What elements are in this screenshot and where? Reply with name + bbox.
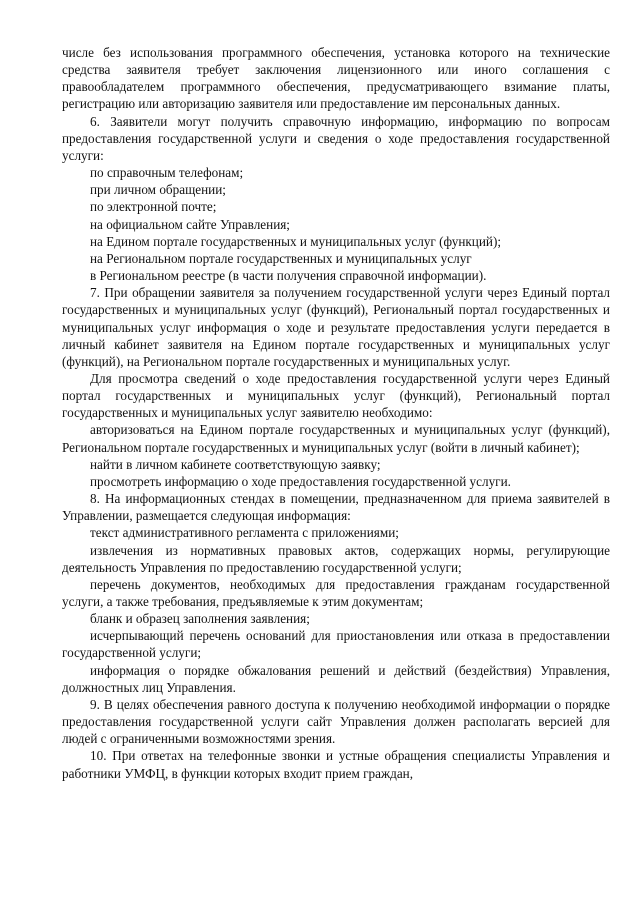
paragraph-refusal-grounds: исчерпывающий перечень оснований для приостановления или отказа в предоставлении государственной услуги; [62, 628, 610, 661]
paragraph-extracts: извлечения из нормативных правовых актов, содержащих нормы, регулирующие деятельность Управления по предоставлению государственной услуги; [62, 542, 610, 575]
paragraph-view-info: просмотреть информацию о ходе предоставления государственной услуги. [90, 473, 511, 489]
list-item-official-site: на официальном сайте Управления; [90, 216, 290, 232]
paragraph-regulation-text: текст административного регламента с приложениями; [90, 525, 399, 541]
paragraph-appeal-procedure: информация о порядке обжалования решений и действий (бездействия) Управления, должностных лиц Управления. [62, 662, 610, 695]
list-item-regional-portal: на Региональном портале государственных и муниципальных услуг [90, 250, 472, 266]
list-item-email: по электронной почте; [90, 199, 217, 215]
paragraph-item-8: 8. На информационных стендах в помещении, предназначенном для приема заявителей в Управлении, размещается следующая информация: [62, 491, 610, 524]
list-item-personal-visit: при личном обращении; [90, 182, 226, 198]
paragraph-form-sample: бланк и образец заполнения заявления; [90, 611, 310, 627]
paragraph-item-9: 9. В целях обеспечения равного доступа к получению необходимой информации о порядке предоставления государственной услуги сайт Управления должен располагать версией для людей с ограниченными возможностями зрения. [62, 696, 610, 747]
paragraph-continuation: числе без использования программного обеспечения, установка которого на технические средства заявителя требует заключения лицензионного или иного соглашения с правообладателем программного обеспечения, предусматривающего взимание платы, регистрацию или авторизацию заявителя или предоставление им персональных данных. [62, 45, 610, 112]
paragraph-item-6: 6. Заявители могут получить справочную информацию, информацию по вопросам предоставления государственной услуги и сведения о ходе предоставления государственной услуги: [62, 113, 610, 163]
paragraph-item-7: 7. При обращении заявителя за получением государственной услуги через Единый портал государственных и муниципальных услуг (функций), Региональный портал государственных и муниципальных услуг информация о ходе и результате предоставления услуги передается в личный кабинет заявителя на Едином портале государственных и муниципальных услуг (функций), на Региональном портале государственных и муниципальных услуг. [62, 285, 610, 369]
paragraph-status-view: Для просмотра сведений о ходе предоставления государственной услуги через Единый портал государственных и муниципальных услуг (функций), Региональный портал государственных и муниципальных услуг заявителю необходимо: [62, 370, 610, 421]
paragraph-documents-list: перечень документов, необходимых для предоставления гражданам государственной услуги, а также требования, предъявляемые к этим документам; [62, 576, 610, 609]
paragraph-find-request: найти в личном кабинете соответствующую заявку; [90, 456, 381, 472]
paragraph-authorize: авторизоваться на Едином портале государственных и муниципальных услуг (функций), Региональном портале государственных и муниципальных услуг (войти в личный кабинет); [62, 422, 610, 455]
document-page [62, 44, 610, 782]
list-item-regional-registry: в Региональном реестре (в части получения справочной информации). [90, 268, 487, 284]
paragraph-item-10: 10. При ответах на телефонные звонки и устные обращения специалисты Управления и работники УМФЦ, в функции которых входит прием граждан, [62, 748, 610, 781]
list-item-unified-portal: на Едином портале государственных и муниципальных услуг (функций); [90, 233, 502, 249]
list-item-phones: по справочным телефонам; [90, 165, 244, 181]
